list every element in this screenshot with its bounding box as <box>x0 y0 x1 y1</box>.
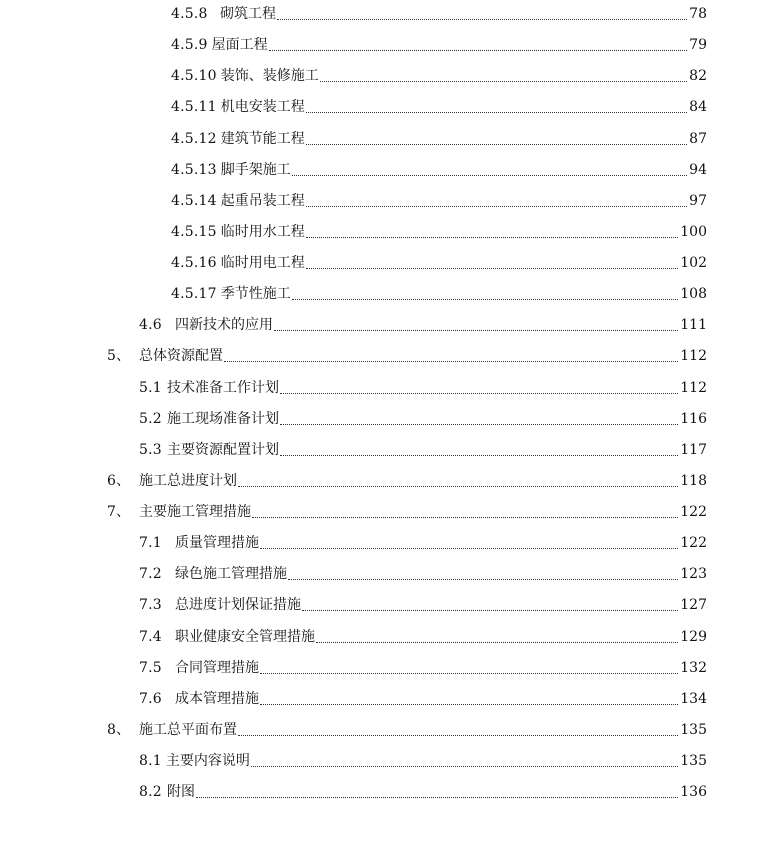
toc-entry[interactable] <box>0 532 707 554</box>
toc-entry-number: 5、 <box>107 348 131 364</box>
toc-entry-page-number: 129 <box>680 629 707 645</box>
toc-entry[interactable] <box>0 657 707 679</box>
toc-entry-title: 总体资源配置 <box>139 348 223 364</box>
toc-dot-leader <box>316 642 678 643</box>
toc-entry-title: 四新技术的应用 <box>175 317 273 333</box>
toc-entry-page-number: 94 <box>689 162 707 178</box>
toc-entry-title: 职业健康安全管理措施 <box>175 629 315 645</box>
toc-entry[interactable] <box>0 594 707 616</box>
toc-entry[interactable] <box>0 470 707 492</box>
toc-entry[interactable] <box>0 221 707 243</box>
toc-entry-number: 5.1 <box>139 380 162 396</box>
toc-entry-title: 砌筑工程 <box>220 6 276 22</box>
toc-entry[interactable] <box>0 3 707 25</box>
toc-entry-title: 建筑节能工程 <box>220 131 305 147</box>
toc-entry[interactable] <box>0 750 707 772</box>
toc-dot-leader <box>274 330 678 331</box>
toc-entry-title: 临时用电工程 <box>220 255 305 271</box>
toc-entry-page-number: 118 <box>680 473 707 489</box>
toc-dot-leader <box>260 673 678 674</box>
toc-entry-title: 施工总进度计划 <box>139 473 237 489</box>
toc-entry[interactable] <box>0 563 707 585</box>
toc-entry-page-number: 134 <box>680 691 707 707</box>
toc-dot-leader <box>224 361 678 362</box>
toc-dot-leader <box>238 735 678 736</box>
toc-entry[interactable] <box>0 781 707 803</box>
toc-dot-leader <box>238 486 678 487</box>
toc-entry-title: 技术准备工作计划 <box>167 380 279 396</box>
toc-entry-title: 施工现场准备计划 <box>167 411 279 427</box>
toc-entry-page-number: 117 <box>680 442 707 458</box>
toc-entry-title: 质量管理措施 <box>175 535 259 551</box>
toc-entry-page-number: 111 <box>680 317 707 333</box>
toc-entry-title: 屋面工程 <box>211 37 268 53</box>
toc-entry-number: 4.5.14 <box>171 193 217 209</box>
toc-dot-leader <box>306 237 679 238</box>
toc-entry[interactable] <box>0 65 707 87</box>
toc-entry-number: 7.4 <box>139 629 162 645</box>
toc-entry-title: 起重吊装工程 <box>220 193 305 209</box>
toc-entry-number: 5.2 <box>139 411 162 427</box>
toc-dot-leader <box>280 455 678 456</box>
toc-entry-page-number: 112 <box>680 380 707 396</box>
toc-entry-page-number: 112 <box>680 348 707 364</box>
toc-entry-title: 主要内容说明 <box>165 753 250 769</box>
toc-entry-number: 4.5.16 <box>171 255 217 271</box>
toc-entry-page-number: 100 <box>680 224 707 240</box>
toc-entry-title: 主要资源配置计划 <box>167 442 279 458</box>
toc-entry-page-number: 102 <box>680 255 707 271</box>
toc-entry-title: 装饰、装修施工 <box>220 68 319 84</box>
toc-dot-leader <box>292 299 679 300</box>
toc-entry-page-number: 122 <box>680 535 707 551</box>
toc-dot-leader <box>292 175 687 176</box>
toc-entry-number: 7.6 <box>139 691 162 707</box>
toc-entry-title: 临时用水工程 <box>220 224 305 240</box>
toc-dot-leader <box>280 393 678 394</box>
toc-entry[interactable] <box>0 719 707 741</box>
toc-entry-number: 4.5.10 <box>171 68 217 84</box>
toc-entry-number: 7.3 <box>139 597 162 613</box>
toc-entry-title: 脚手架施工 <box>220 162 291 178</box>
toc-entry[interactable] <box>0 377 707 399</box>
toc-dot-leader <box>252 517 678 518</box>
toc-dot-leader <box>277 19 687 20</box>
toc-dot-leader <box>288 579 678 580</box>
toc-dot-leader <box>260 548 678 549</box>
toc-entry[interactable] <box>0 408 707 430</box>
toc-entry-title: 绿色施工管理措施 <box>175 566 287 582</box>
toc-entry[interactable] <box>0 128 707 150</box>
toc-entry-number: 4.6 <box>139 317 162 333</box>
toc-entry-number: 8.2 <box>139 784 162 800</box>
toc-entry-page-number: 136 <box>680 784 707 800</box>
toc-entry-number: 4.5.11 <box>171 99 217 115</box>
toc-entry-page-number: 78 <box>689 6 707 22</box>
toc-entry-number: 6、 <box>107 473 131 489</box>
toc-entry[interactable] <box>0 439 707 461</box>
toc-entry-number: 7、 <box>107 504 131 520</box>
toc-entry[interactable] <box>0 345 707 367</box>
toc-entry-title: 机电安装工程 <box>220 99 305 115</box>
toc-entry-title: 总进度计划保证措施 <box>175 597 301 613</box>
toc-entry-number: 7.5 <box>139 660 162 676</box>
toc-entry-number: 7.1 <box>139 535 162 551</box>
toc-entry-number: 8、 <box>107 722 131 738</box>
toc-entry-title: 主要施工管理措施 <box>139 504 251 520</box>
toc-entry-page-number: 135 <box>680 722 707 738</box>
toc-entry-page-number: 135 <box>680 753 707 769</box>
toc-entry-page-number: 123 <box>680 566 707 582</box>
toc-entry-page-number: 122 <box>680 504 707 520</box>
toc-entry-page-number: 116 <box>680 411 707 427</box>
toc-entry[interactable] <box>0 314 707 336</box>
toc-dot-leader <box>320 81 687 82</box>
toc-dot-leader <box>306 112 687 113</box>
toc-entry-title: 合同管理措施 <box>175 660 259 676</box>
toc-entry-page-number: 97 <box>689 193 707 209</box>
toc-dot-leader <box>302 610 678 611</box>
toc-entry-number: 4.5.8 <box>171 6 208 22</box>
toc-dot-leader <box>196 797 678 798</box>
toc-entry-page-number: 82 <box>689 68 707 84</box>
toc-entry-page-number: 87 <box>689 131 707 147</box>
toc-dot-leader <box>251 766 678 767</box>
toc-entry-number: 4.5.9 <box>171 37 208 53</box>
toc-entry-title: 施工总平面布置 <box>139 722 237 738</box>
toc-entry[interactable] <box>0 626 707 648</box>
toc-entry[interactable] <box>0 190 707 212</box>
toc-entry-number: 7.2 <box>139 566 162 582</box>
toc-dot-leader <box>280 424 678 425</box>
toc-dot-leader <box>269 50 688 51</box>
toc-dot-leader <box>260 704 678 705</box>
toc-entry[interactable] <box>0 96 707 118</box>
toc-entry[interactable] <box>0 688 707 710</box>
toc-entry-number: 5.3 <box>139 442 162 458</box>
toc-entry-number: 4.5.12 <box>171 131 217 147</box>
toc-entry-title: 附图 <box>167 784 195 800</box>
toc-entry-page-number: 127 <box>680 597 707 613</box>
toc-entry-number: 4.5.13 <box>171 162 217 178</box>
toc-entry-number: 4.5.15 <box>171 224 217 240</box>
toc-entry-page-number: 79 <box>689 37 707 53</box>
toc-dot-leader <box>306 206 687 207</box>
toc-entry-page-number: 132 <box>680 660 707 676</box>
toc-dot-leader <box>306 144 687 145</box>
toc-entry-number: 4.5.17 <box>171 286 217 302</box>
toc-entry-title: 成本管理措施 <box>175 691 259 707</box>
toc-entry-page-number: 84 <box>689 99 707 115</box>
toc-entry[interactable] <box>0 34 707 56</box>
toc-entry-number: 8.1 <box>139 753 162 769</box>
toc-entry[interactable] <box>0 252 707 274</box>
toc-entry[interactable] <box>0 501 707 523</box>
toc-entry[interactable] <box>0 283 707 305</box>
toc-entry[interactable] <box>0 159 707 181</box>
toc-dot-leader <box>306 268 679 269</box>
toc-entry-title: 季节性施工 <box>220 286 291 302</box>
toc-entry-page-number: 108 <box>680 286 707 302</box>
